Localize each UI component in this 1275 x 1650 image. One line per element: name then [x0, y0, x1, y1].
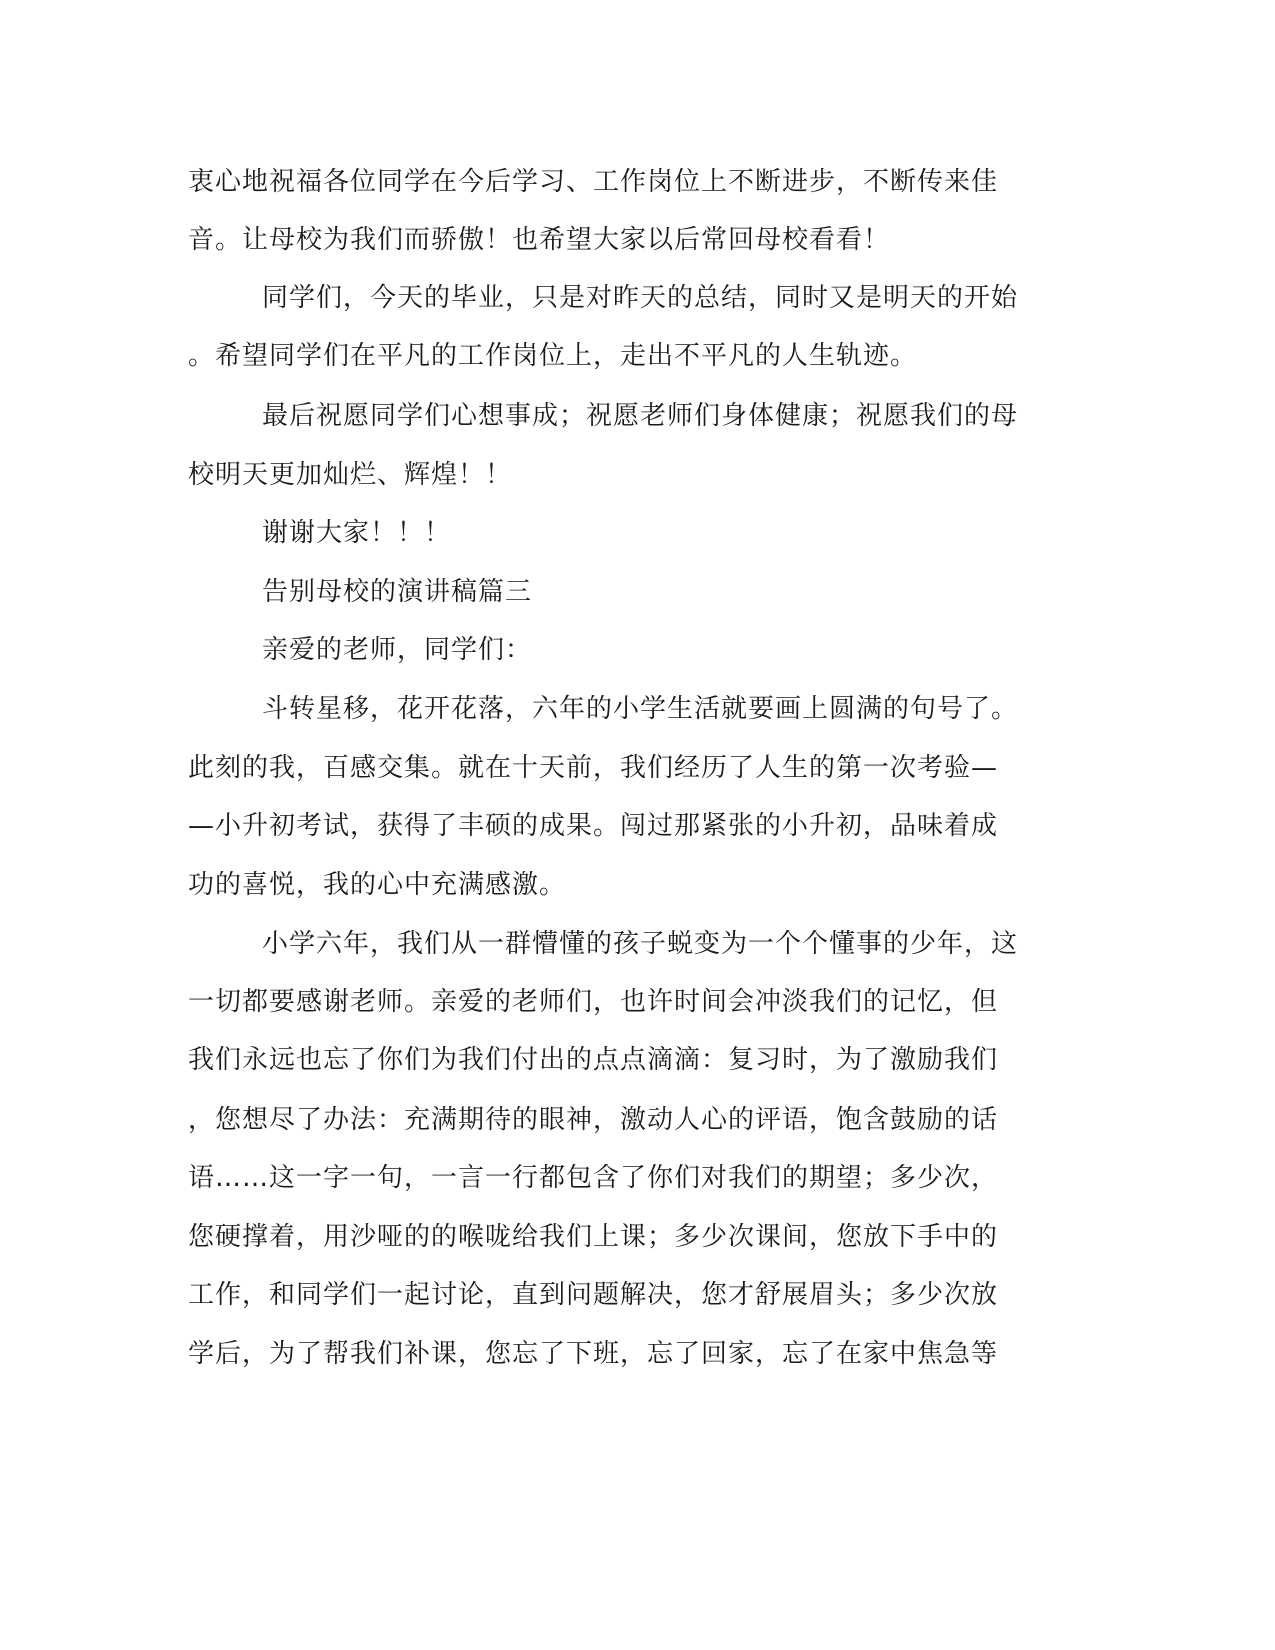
text-line: 工作，和同学们一起讨论，直到问题解决，您才舒展眉头；多少次放 [188, 1280, 999, 1310]
text-line: ，您想尽了办法：充满期待的眼神，激动人心的评语，饱含鼓励的话 [188, 1105, 999, 1135]
text-line: 我们永远也忘了你们为我们付出的点点滴滴：复习时，为了激励我们 [188, 1045, 999, 1075]
text-line: 。希望同学们在平凡的工作岗位上，走出不平凡的人生轨迹。 [188, 341, 918, 371]
text-line: 谢谢大家！！！ [262, 518, 452, 548]
text-line: 斗转星移，花开花落，六年的小学生活就要画上圆满的句号了。 [262, 694, 1019, 724]
text-line: 语……这一字一句，一言一行都包含了你们对我们的期望；多少次， [188, 1163, 999, 1193]
text-line: —小升初考试，获得了丰硕的成果。闯过那紧张的小升初，品味着成 [188, 811, 999, 841]
text-line: 同学们，今天的毕业，只是对昨天的总结，同时又是明天的开始 [262, 283, 1019, 313]
text-line: 音。让母校为我们而骄傲！也希望大家以后常回母校看看！ [188, 225, 891, 255]
text-line: 衷心地祝福各位同学在今后学习、工作岗位上不断进步，不断传来佳 [188, 167, 999, 197]
text-line: 小学六年，我们从一群懵懂的孩子蜕变为一个个懂事的少年，这 [262, 929, 1019, 959]
text-line: 最后祝愿同学们心想事成；祝愿老师们身体健康；祝愿我们的母 [262, 401, 1019, 431]
text-line: 功的喜悦，我的心中充满感激。 [188, 870, 567, 900]
text-line: 您硬撑着，用沙哑的的喉咙给我们上课；多少次课间，您放下手中的 [188, 1222, 999, 1252]
text-line: 校明天更加灿烂、辉煌！！ [188, 460, 513, 490]
section-heading: 告别母校的演讲稿篇三 [262, 577, 533, 607]
salutation: 亲爱的老师，同学们： [262, 635, 533, 665]
text-line: 一切都要感谢老师。亲爱的老师们，也许时间会冲淡我们的记忆，但 [188, 987, 999, 1017]
text-line: 学后，为了帮我们补课，您忘了下班，忘了回家，忘了在家中焦急等 [188, 1339, 999, 1369]
text-line: 此刻的我，百感交集。就在十天前，我们经历了人生的第一次考验— [188, 753, 999, 783]
